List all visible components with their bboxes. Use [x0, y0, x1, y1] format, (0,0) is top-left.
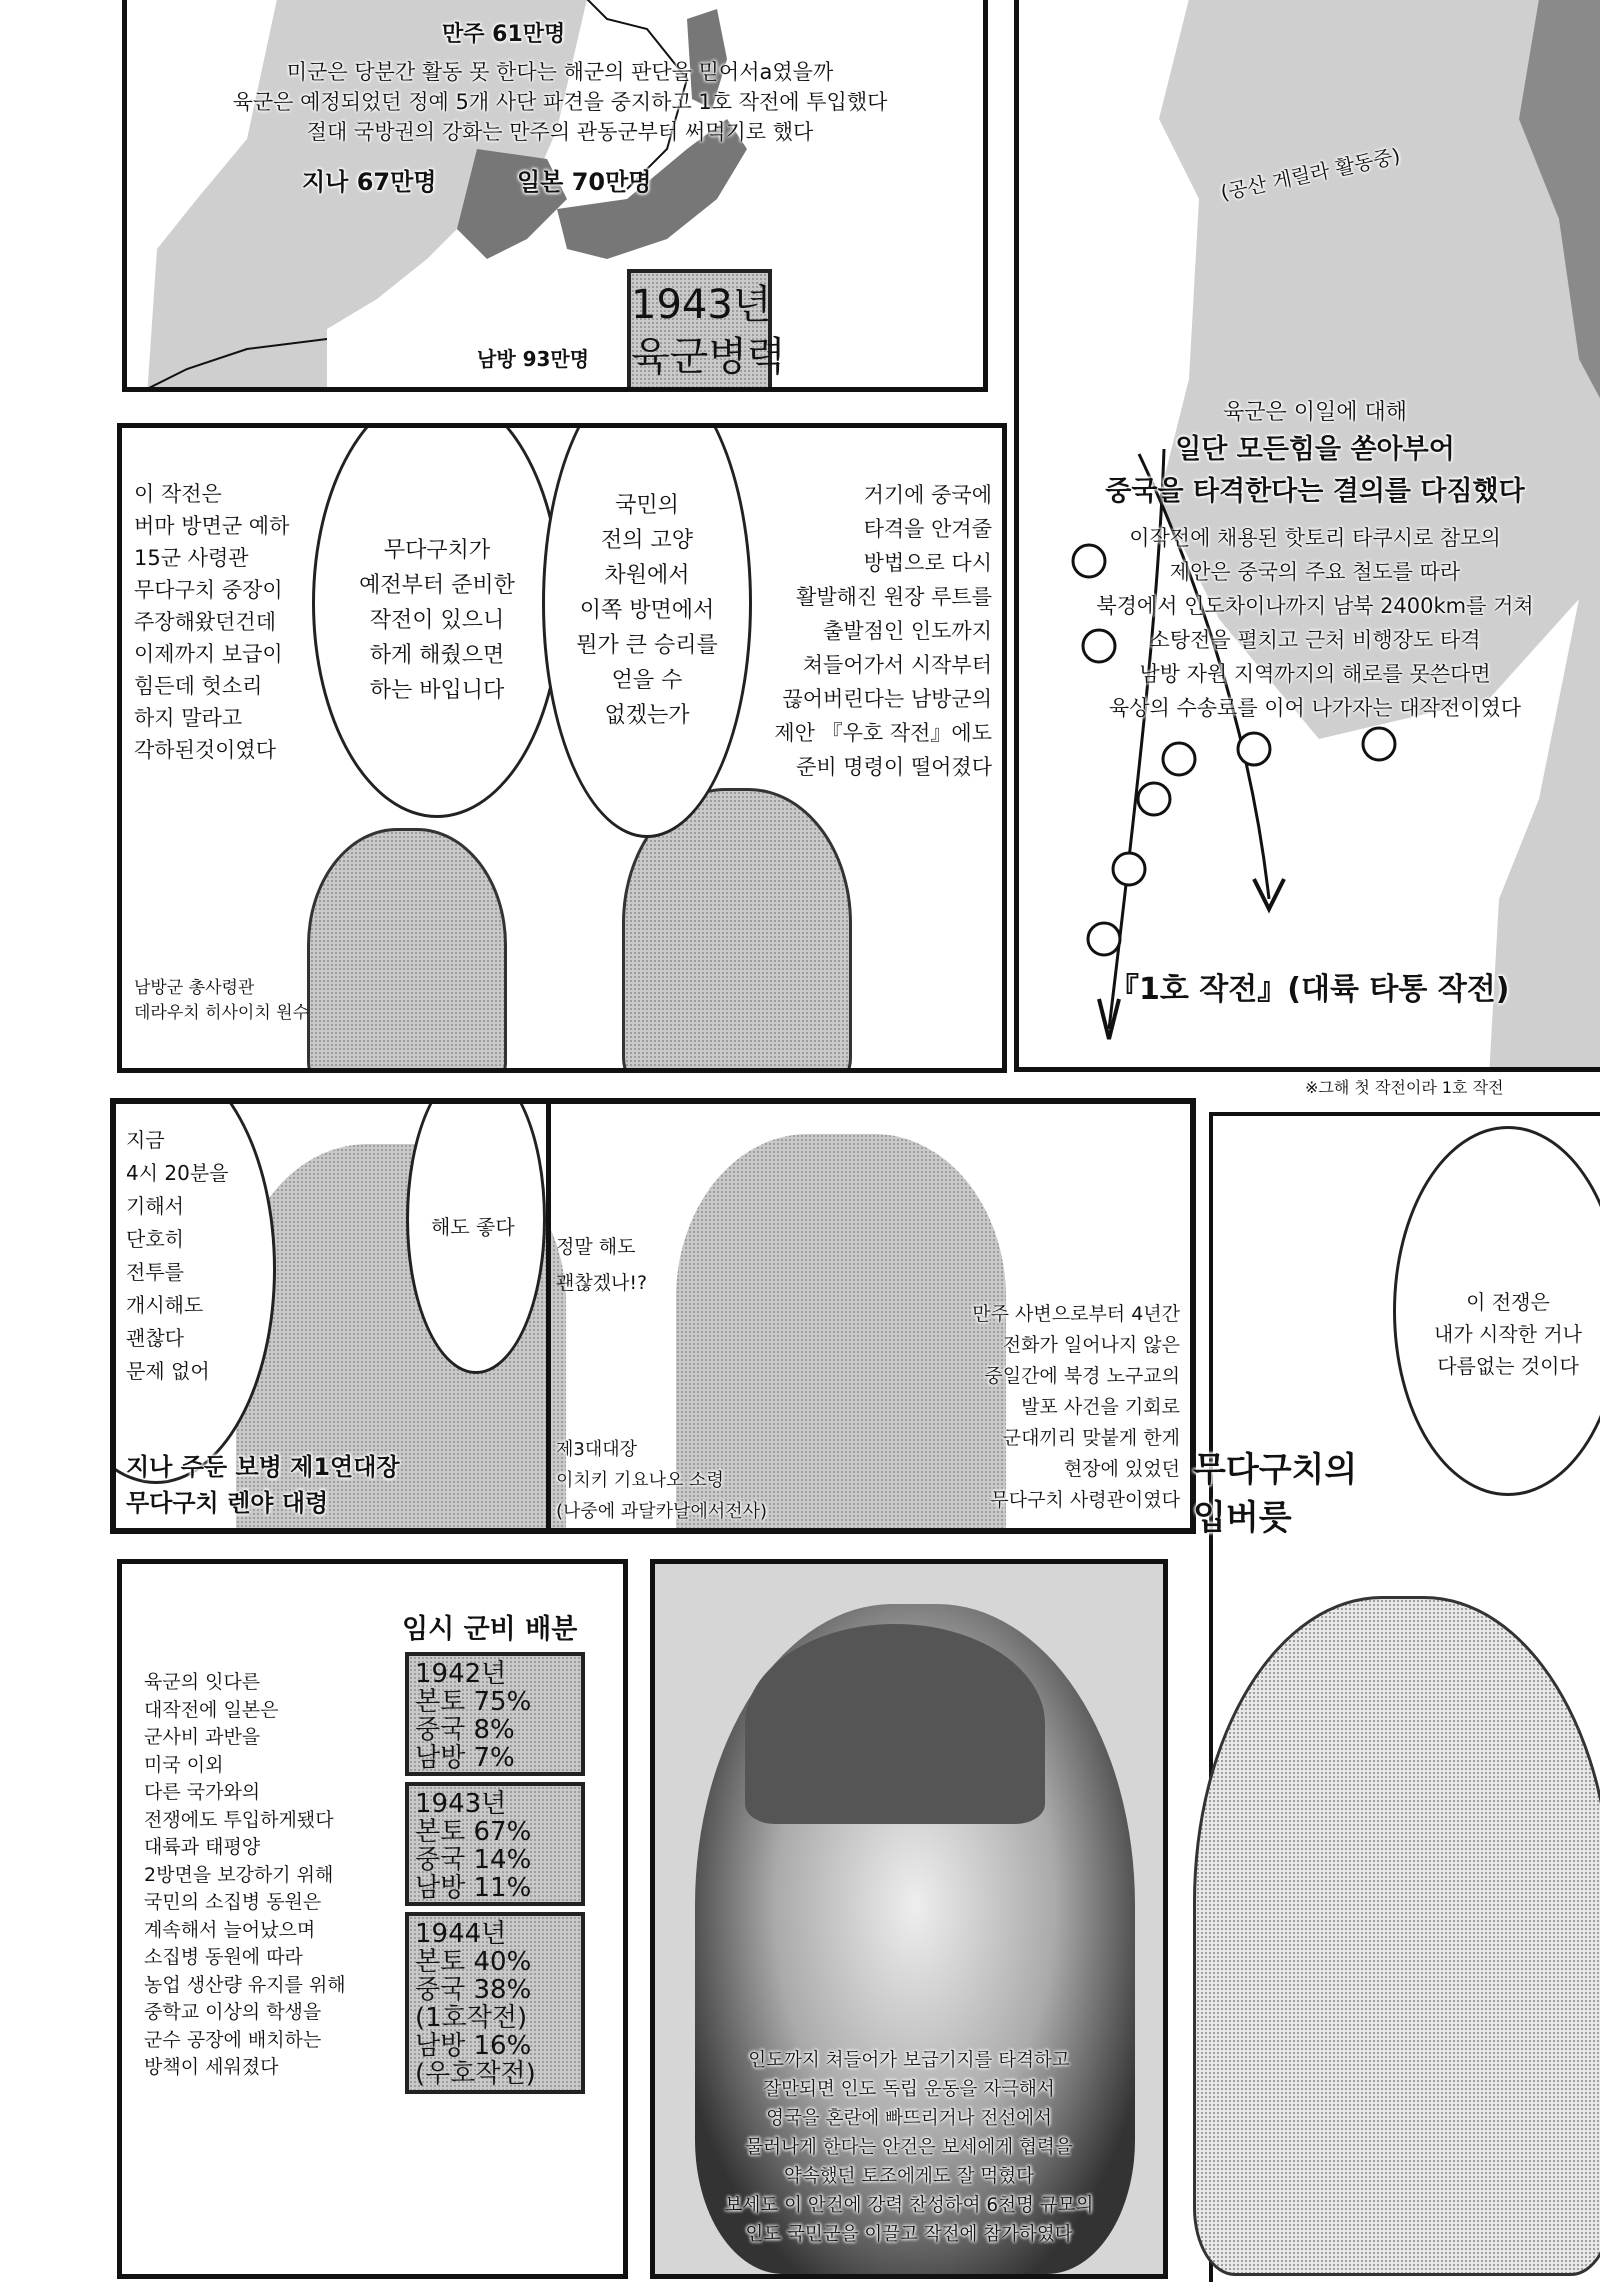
budget-title: 임시 군비 배분 — [402, 1614, 578, 1645]
narration-left: 이 작전은 버마 방면군 예하 15군 사령관 무다구치 중장이 주장해왔던건데 이제까지 보급이 힘든데 헛소리 하지 말라고 각하된것이였다 — [134, 482, 290, 762]
bose-panel — [650, 1559, 1168, 2279]
route-body: 이작전에 채용된 핫토리 타쿠시로 참모의 제안은 중국의 주요 철도를 따라 북경에서 인도차이나까지 남북 2400km를 거쳐 소탕전을 펼치고 근처 비행장도 타격 남방 자원 지역까지의 해로를 못쓴다면 육상의 수송로를 이어 나가자는 대작전이였다 — [1096, 526, 1534, 720]
route-bold: 일단 모든힘을 쏟아부어 중국을 타격한다는 결의를 다짐했다 — [1105, 434, 1525, 507]
budget-line: 남방 16% — [415, 2031, 532, 2061]
budget-line: 본토 75% — [415, 1687, 532, 1717]
budget-line: 본토 40% — [415, 1947, 532, 1977]
budget-line: 남방 11% — [415, 1873, 532, 1903]
budget-line: (1호작전) — [415, 2003, 528, 2033]
bubble-text: 무다구치가 예전부터 준비한 작전이 있으니 하게 해줬으면 하는 바입니다 — [359, 538, 515, 703]
operation-title: 『1호 작전』(대륙 타통 작전) — [1109, 972, 1510, 1007]
narration-right: 만주 사변으로부터 4년간 전화가 일어나지 않은 중일간에 북경 노구교의 발포 사건을 기회로 군대끼리 맞붙게 한게 현장에 있었던 무다구치 사령관이였다 — [972, 1303, 1180, 1511]
label-china: 지나 67만명 — [302, 168, 437, 196]
bubble-text: 이 전쟁은 내가 시작한 거나 다름없는 것이다 — [1434, 1290, 1582, 1378]
bose-cap — [745, 1624, 1045, 1824]
caption-ichiki: 제3대대장 이치키 기요나오 소령 (나중에 과달카날에서전사) — [556, 1439, 768, 1522]
route-map-panel — [1014, 0, 1600, 1072]
caption-habit: 무다구치의 입버릇 — [1193, 1450, 1358, 1538]
budget-year: 1944년 — [415, 1919, 507, 1949]
footnote: ※그해 첫 작전이라 1호 작전 — [1305, 1078, 1504, 1097]
narration-right: 거기에 중국에 타격을 안겨줄 방법으로 다시 활발해진 원장 루트를 출발점인 인도까지 쳐들어가서 시작부터 끊어버린다는 남방군의 제안 『우호 작전』에도 준비 명령이 떨어졌다 — [774, 483, 992, 779]
caption: 남방군 총사령관 데라우치 히사이치 원수 — [134, 978, 310, 1023]
title-box: 1943년 육군병력 — [627, 269, 772, 392]
mutaguchi-panel — [1193, 1112, 1600, 2282]
label-south: 남방 93만명 — [477, 347, 590, 371]
bose-narration: 인도까지 쳐들어가 보급기지를 타격하고 잘만되면 인도 독립 운동을 자극해서 영국을 혼란에 빠뜨리거나 전선에서 물러나게 한다는 안건은 보세에게 협력을 약속했던 토조에게도 잘 먹혔다 보세도 이 안건에 강력 찬성하여 6천명 규모의 인도 국민군을 이끌고 작전에 참가하였다 — [724, 2050, 1094, 2245]
budget-line: 본토 67% — [415, 1817, 532, 1847]
terauchi-figure — [307, 828, 507, 1073]
bubble-text: 정말 해도 괜찮겠나!? — [556, 1236, 648, 1294]
caption-mutaguchi: 지나 주둔 보병 제1연대장 무다구치 렌야 대령 — [126, 1453, 400, 1517]
budget-1944 — [405, 1912, 585, 2094]
budget-line: 중국 8% — [415, 1715, 515, 1745]
budget-line: 중국 38% — [415, 1975, 532, 2005]
budget-line: 중국 14% — [415, 1845, 532, 1875]
guerrilla-label: (공산 게릴라 활동중) — [1218, 143, 1403, 205]
phone-panel — [110, 1098, 1196, 1534]
mutaguchi-portrait — [1193, 1596, 1600, 2276]
label-manchuria: 만주 61만명 — [442, 22, 566, 47]
budget-1942 — [405, 1652, 585, 1776]
bubble-text: 지금 4시 20분을 기해서 단호히 전투를 개시해도 괜찮다 문제 없어 — [126, 1128, 229, 1383]
map-panel — [122, 0, 988, 392]
panel-divider — [546, 1104, 551, 1534]
budget-year: 1943년 — [415, 1789, 507, 1819]
budget-line: (우호작전) — [415, 2059, 536, 2089]
budget-narration: 육군의 잇다른 대작전에 일본은 군사비 과반을 미국 이외 다른 국가와의 전쟁에도 투입하게됐다 대륙과 태평양 2방면을 보강하기 위해 국민의 소집병 동원은 계속해서 늘어났으며 소집병 동원에 따라 농업 생산량 유지를 위해 중학교 이상의 학생을 군수 공장에 배치하는 방책이 세워졌다 — [144, 1671, 346, 2078]
bubble-text: 해도 좋다 — [431, 1215, 515, 1239]
map-narration: 미군은 당분간 활동 못 한다는 해군의 판단을 믿어서a였을까 육군은 예정되었던 정예 5개 사단 파견을 중지하고 1호 작전에 투입했다 절대 국방권의 강화는 만주의 관동군부터 써먹기로 했다 — [232, 60, 888, 144]
budget-1943 — [405, 1782, 585, 1906]
generals-panel — [117, 423, 1007, 1073]
route-lead: 육군은 이일에 대해 — [1222, 400, 1407, 425]
budget-year: 1942년 — [415, 1659, 507, 1689]
bubble-text: 국민의 전의 고양 차원에서 이쪽 방면에서 뭔가 큰 승리를 얻을 수 없겠는가 — [576, 493, 718, 728]
label-japan: 일본 70만명 — [517, 168, 652, 196]
budget-line: 남방 7% — [415, 1743, 515, 1773]
budget-panel — [117, 1559, 628, 2279]
